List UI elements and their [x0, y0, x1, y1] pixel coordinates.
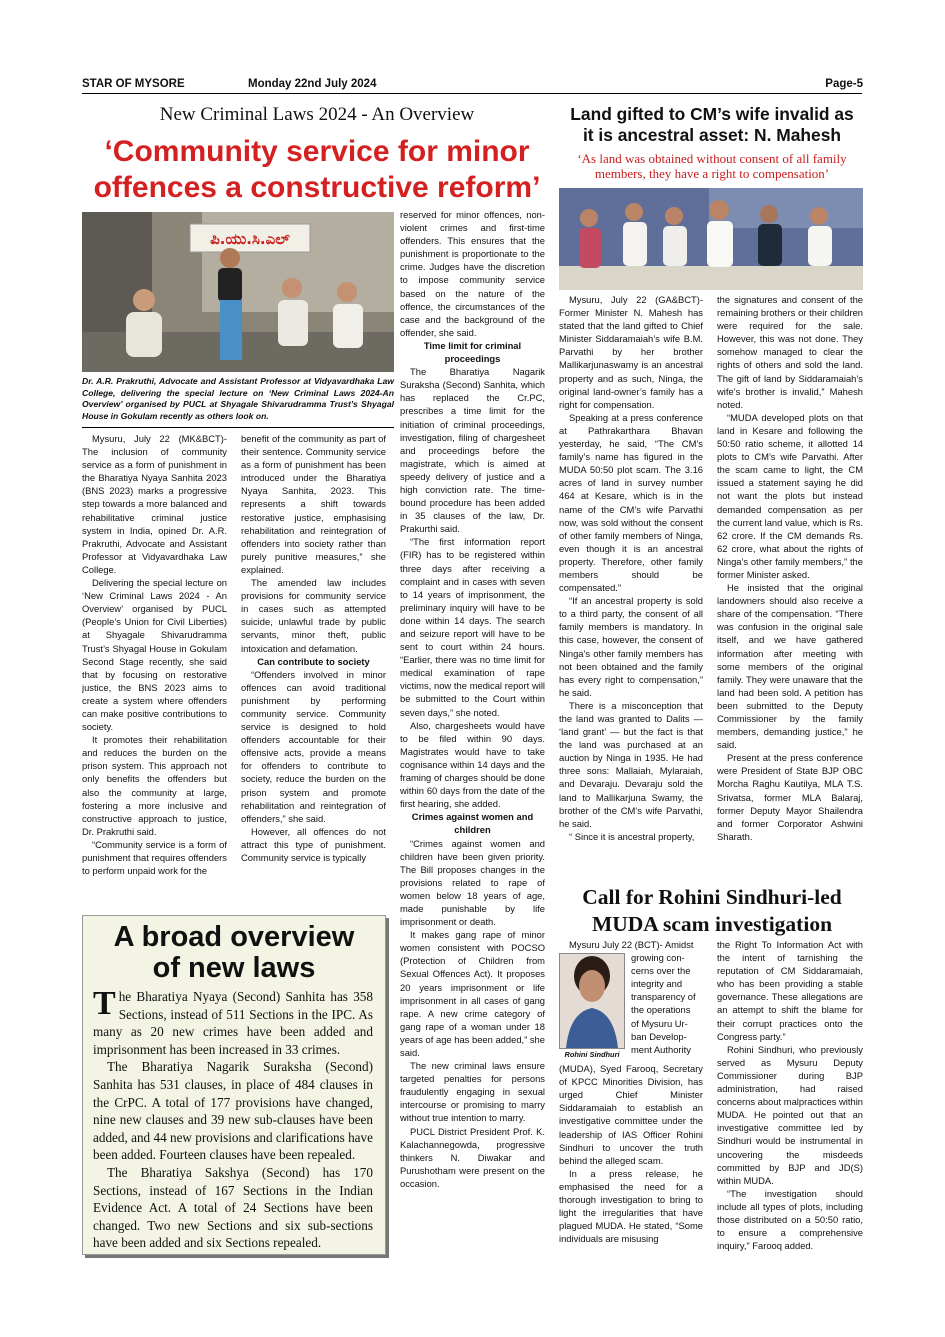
paragraph: The Bharatiya Nagarik Suraksha (Second) Sanhita, which has replaced the Cr.PC, prescribes a time limit for the initiation of criminal proceedings, investigation, filing of chargesheet and proceedings before the magistrate, which is aimed at speedy delivery of justice and a high conviction rate. The time-bound procedure has been added in 35 clauses of the law, Dr. Prakurthi said. [400, 366, 545, 535]
rohini-sindhuri-photo [559, 953, 625, 1049]
paragraph: However, all offences do not attract this type of punishment. Community service is typically [241, 825, 386, 863]
paragraph: In a press release, he emphasised the need for a thorough investigation to bring to light the irregularities that have plagued MUDA. He stated, “Some individuals are misusing [559, 1167, 703, 1245]
article1-headline-line1: ‘Community service for minor [104, 135, 530, 168]
paragraph: “Offenders involved in minor offences can avoid traditional punishment by performing community service. Community service is designed to hold offenders accountable for their offensive acts, provide a means for offenders to contribute to society, reduce the burden on the prison system and promote rehabilitation and reintegration of offenders,” she said. [241, 668, 386, 824]
paragraph: (MUDA), Syed Farooq, Secretary of KPCC Minorities Division, has urged Chief Minister Siddaramaiah to establish an investigative committee under the leadership of IAS Officer Rohini Sindhuri to uncover the truth behind the alleged scam. [559, 1063, 703, 1166]
text-line: ban Develop- [631, 1030, 687, 1042]
paragraph: Speaking at a press conference at Pathrakarthara Bhavan yesterday, he said, “The CM’s family’s name has figured in the MUDA 50:50 plot scam. The 3.16 acres of land in survey number 464 at Kesare, which is in the name of the CM’s wife Parvathi now, was sold without the consent of other family members of Ninga, even though it is an ancestral property. Therefore, other family members should be compensated.” [559, 411, 703, 594]
article3-headline-line1: Call for Rohini Sindhuri-led [582, 885, 842, 909]
paragraph: Rohini Sindhuri, who previously served as Mysuru Deputy Commissioner during BJP administration, had raised concerns about malpractices within MUDA. He pointed out that an investigative committee led by Sindhuri would be instrumental in uncovering the misdeeds committed by BJP and JD(S) within MUDA. [717, 1043, 863, 1186]
subheading: Can contribute to society [257, 655, 370, 667]
paragraph: benefit of the community as part of their sentence. Community service as a form of punishment has been introduced under the Bharatiya Nyaya Sanhita, 2023. This represents a shift towards restorative justice, emphasising rehabilitation and reintegration of offenders into society rather than purely punitive measures,” she explained. [241, 433, 386, 575]
article3-column-2 [717, 938, 863, 1263]
article1-column-1 [82, 432, 227, 910]
text-line: cerns over the [631, 965, 691, 977]
boxout-title-line1: A broad overview [113, 921, 355, 953]
article2-deck [556, 151, 868, 181]
paragraph: “Community service is a form of punishment that requires offenders to perform unpaid work for the [82, 838, 227, 877]
paragraph: The Bharatiya Nagarik Suraksha (Second) Sanhita has 531 clauses, in place of 484 clauses in the CrPC. A total of 177 provisions have changed, nine new clauses and 39 new sub-clauses have been added, and 44 new provisions and clarifications have been added. Fourteen clauses have been repealed. [93, 1059, 373, 1163]
paragraph: There is a misconception that the land was granted to Dalits — ‘land grant’ — but the fact is that the land was purchased at an auction by Ninga in 1935. He had three sons: Mallaiah, Mylaraiah, and Devaraju. Devaraju sold the land to Mallikarjuna Swamy, the brother of the CM’s wife Parvathi, he said. [559, 699, 703, 829]
paragraph: Also, chargesheets would have to be filed within 90 days. Magistrates would have to take cognisance within 14 days and the framing of charges should be done within 60 days from the date of the first hearing, she added. [400, 719, 545, 810]
article2-headline-line2: it is ancestral asset: N. Mahesh [582, 125, 842, 145]
paragraph: “The investigation should include all types of plots, including those distributed on a 50:50 ratio, to ensure a comprehensive inquiry,” Farooq added. [717, 1187, 863, 1252]
paragraph: Mysuru, July 22 (GA&BCT)- Former Minister N. Mahesh has stated that the land gifted to Chief Minister Siddaramaiah’s wife B.M. Parvathi by her brother Mallikarjunaswamy is an ancestral property and as such, Ninga, the original land-owner’s family has a right for compensation. [559, 294, 703, 410]
paragraph: “MUDA developed plots on that land in Kesare and following the 50:50 ratio scheme, it allotted 14 plots to CM’s wife Parvathi. After the scam came to light, the CM issued a statement saying he did not want the plots but instead demanded compensation as per the current land value, which is Rs. 62 crore. If the CM demands Rs. 62 crore, what about the rights of Ninga’s other family members,” the former Minister asked. [717, 411, 863, 580]
boxout-title-line2: of new laws [152, 952, 316, 984]
subheading: Time limit for criminal proceedings [423, 339, 522, 365]
header-rule [82, 93, 862, 94]
press-conference-photo [559, 188, 863, 290]
article2-headline-line1: Land gifted to CM’s wife invalid as [570, 104, 854, 124]
paragraph: “Crimes against women and children have been given priority. The Bill proposes changes in the provisions related to rape of women below 18 years of age, made punishable by life imprisonment or death. [400, 837, 545, 928]
photo-banner-text: ಪಿ.ಯು.ಸಿ.ಎಲ್ [210, 230, 290, 248]
dropcap: T [93, 985, 116, 1022]
article3-headline [556, 884, 868, 938]
article1-headline-line2: offences a constructive reform’ [93, 171, 541, 204]
caption-rule [82, 427, 394, 428]
issue-date: Monday 22nd July 2024 [248, 78, 377, 90]
photo-wrap-area [559, 951, 703, 1062]
article2-headline [556, 104, 868, 146]
paragraph: Mysuru, July 22 (MK&BCT)- The inclusion of community service as a form of punishment in the Bharatiya Nyaya Sanhita 2023 (BNS 2023) marks a progressive step towards a more balanced and rehabilitative criminal justice system in India, opined Dr. A.R. Prakruthi, Advocate and Assistant Professor at Vidyavardhaka Law College. [82, 433, 227, 575]
paragraph: the Right To Information Act with the intent of tarnishing the reputation of CM Siddaramaiah, who has been providing a stable governance. These allegations are an attempt to shift the blame for their corrupt practices onto the Congress party.” [717, 939, 863, 1042]
overview-boxout [82, 915, 386, 1255]
paragraph: reserved for minor offences, non-violent crimes and first-time offenders. This ensures that the punishment is proportionate to the crime. Judges have the discretion to impose community service based on the nature of the offence, the circumstances of the case and the background of the offender, she said. [400, 209, 545, 338]
paragraph: The Bharatiya Sakshya (Second) has 170 Sections, instead of 167 Sections in the Indian Evidence Act. A total of 24 Sections have been changed. Two new Sections and six sub-sections have been added and six Sections repealed. [93, 1164, 373, 1251]
text-line: the operations [631, 1004, 691, 1016]
article2-column-1 [559, 293, 703, 878]
page-number: Page-5 [825, 78, 863, 90]
article3-column-1 [559, 938, 703, 1263]
paragraph: It makes gang rape of minor women consistent with POCSO (Protection of Children from Sexual Offences Act). It proposes 20 years imprisonment or life imprisonment in all cases of gang rape. A new crime category of gang rape of a woman under 18 years of age has been added,” she said. [400, 929, 545, 1058]
article2-deck-line2: members, they have a right to compensation’ [594, 166, 830, 181]
paragraph: The new criminal laws ensure targeted penalties for persons fraudulently engaging in sexual intercourse or promising to marry without true intention to marry. [400, 1060, 545, 1124]
boxout-text [83, 985, 385, 1252]
paragraph: He insisted that the original landowners should also receive a share of the compensation. “There was confusion in the original sale itself, and we have gathered information after meeting with some members of the original family. They were unaware that the land had been sold. A petition has been submitted to the Deputy Commissioner by the family members, demanding justice,” he said. [717, 582, 863, 751]
article2-column-2 [717, 293, 863, 878]
paragraph: he Bharatiya Nyaya (Second) Sanhita has 358 Sections, instead of 511 Sections in the IPC. As many as 20 new crimes have been added and imprisonment has been increased in 33 crimes. [93, 989, 373, 1057]
newspaper-name: STAR OF MYSORE [82, 78, 185, 90]
article1-column-3 [400, 208, 545, 1263]
text-line: ment Authority [631, 1043, 691, 1055]
paragraph: Present at the press conference were President of State BJP OBC Morcha Raghu Kautilya, MLA T.S. Srivatsa, former MLA Balaraj, former Deputy Mayor Shailendra and former Corporator Ashwini Sharath. [717, 752, 863, 842]
article1-kicker: New Criminal Laws 2024 - An Overview [159, 104, 475, 125]
paragraph: “If an ancestral property is sold to a third party, the consent of all family members is mandatory. In this case, however, the consent of Ninga’s other family members has not been obtained and the family has every right to compensation,” he said. [559, 595, 703, 698]
paragraph: Mysuru July 22 (BCT)- Amidst [569, 939, 694, 950]
lecture-photo [82, 212, 394, 372]
paragraph: “ Since it is ancestral property, [569, 830, 695, 842]
text-line: of Mysuru Ur- [631, 1017, 688, 1029]
paragraph: the signatures and consent of the remaining brothers or their children were required for the sale. However, this was not done. They somehow managed to clear the rights of others and sold the land. The gift of land by Siddaramaiah’s wife’s brother is invalid,” Mahesh noted. [717, 294, 863, 410]
paragraph: It promotes their rehabilitation and reduces the burden on the prison system. This approach not only benefits the offenders but also the community at large, fostering a more inclusive and constructive approach to justice, Dr. Prakruthi said. [82, 734, 227, 837]
article2-deck-line1: ‘As land was obtained without consent of all family [577, 151, 847, 166]
paragraph: The amended law includes provisions for community service in cases such as attempted suicide, unlawful trade by public servants, minor theft, public intoxication and defamation. [241, 577, 386, 654]
text-line: growing con- [631, 952, 685, 964]
subheading: Crimes against women and children [411, 811, 534, 836]
paragraph: “The first information report (FIR) has to be registered within three days after receiving a complaint and in cases with seven to 14 years of imprisonment, the preliminary inquiry will have to be done within 14 days. The search and seizure report will have to be sent to court within 24 hours. “Earlier, there was no time limit for medical examination of rape victims, now the medical report will be submitted to the Court within seven days,” she noted. [400, 536, 545, 718]
lecture-photo-caption: Dr. A.R. Prakruthi, Advocate and Assistant Professor at Vidyavardhaka Law College, delivering the special lecture on ‘New Criminal Laws 2024-An Overview’ organised by PUCL at Shyagale Shivarudramma Trust’s Shyagal House in Gokulam recently as others look on. [82, 376, 394, 421]
article3-headline-line2: MUDA scam investigation [591, 912, 833, 936]
article1-column-2 [241, 432, 386, 910]
text-line: transparency of [631, 991, 696, 1003]
text-line: integrity and [631, 978, 683, 990]
paragraph: Delivering the special lecture on ‘New Criminal Laws 2024 - An Overview’ organised by PUCL (People’s Union for Civil Liberties) at Shyagale Shivarudramma Trust’s Shyagal House in Gokulam Second Stage recently, she said that by focusing on restorative justice, the BNS 2023 aims to create a system where offenders can make positive contributions to society. [82, 577, 227, 733]
article1-headline [62, 134, 572, 206]
paragraph: PUCL District President Prof. K. Kalachannegowda, progressive thinkers N. Diwakar and Purushotham were present on the occasion. [400, 1125, 545, 1189]
photo-caption: Rohini Sindhuri [564, 1050, 620, 1060]
wrapped-lines [631, 951, 703, 1056]
